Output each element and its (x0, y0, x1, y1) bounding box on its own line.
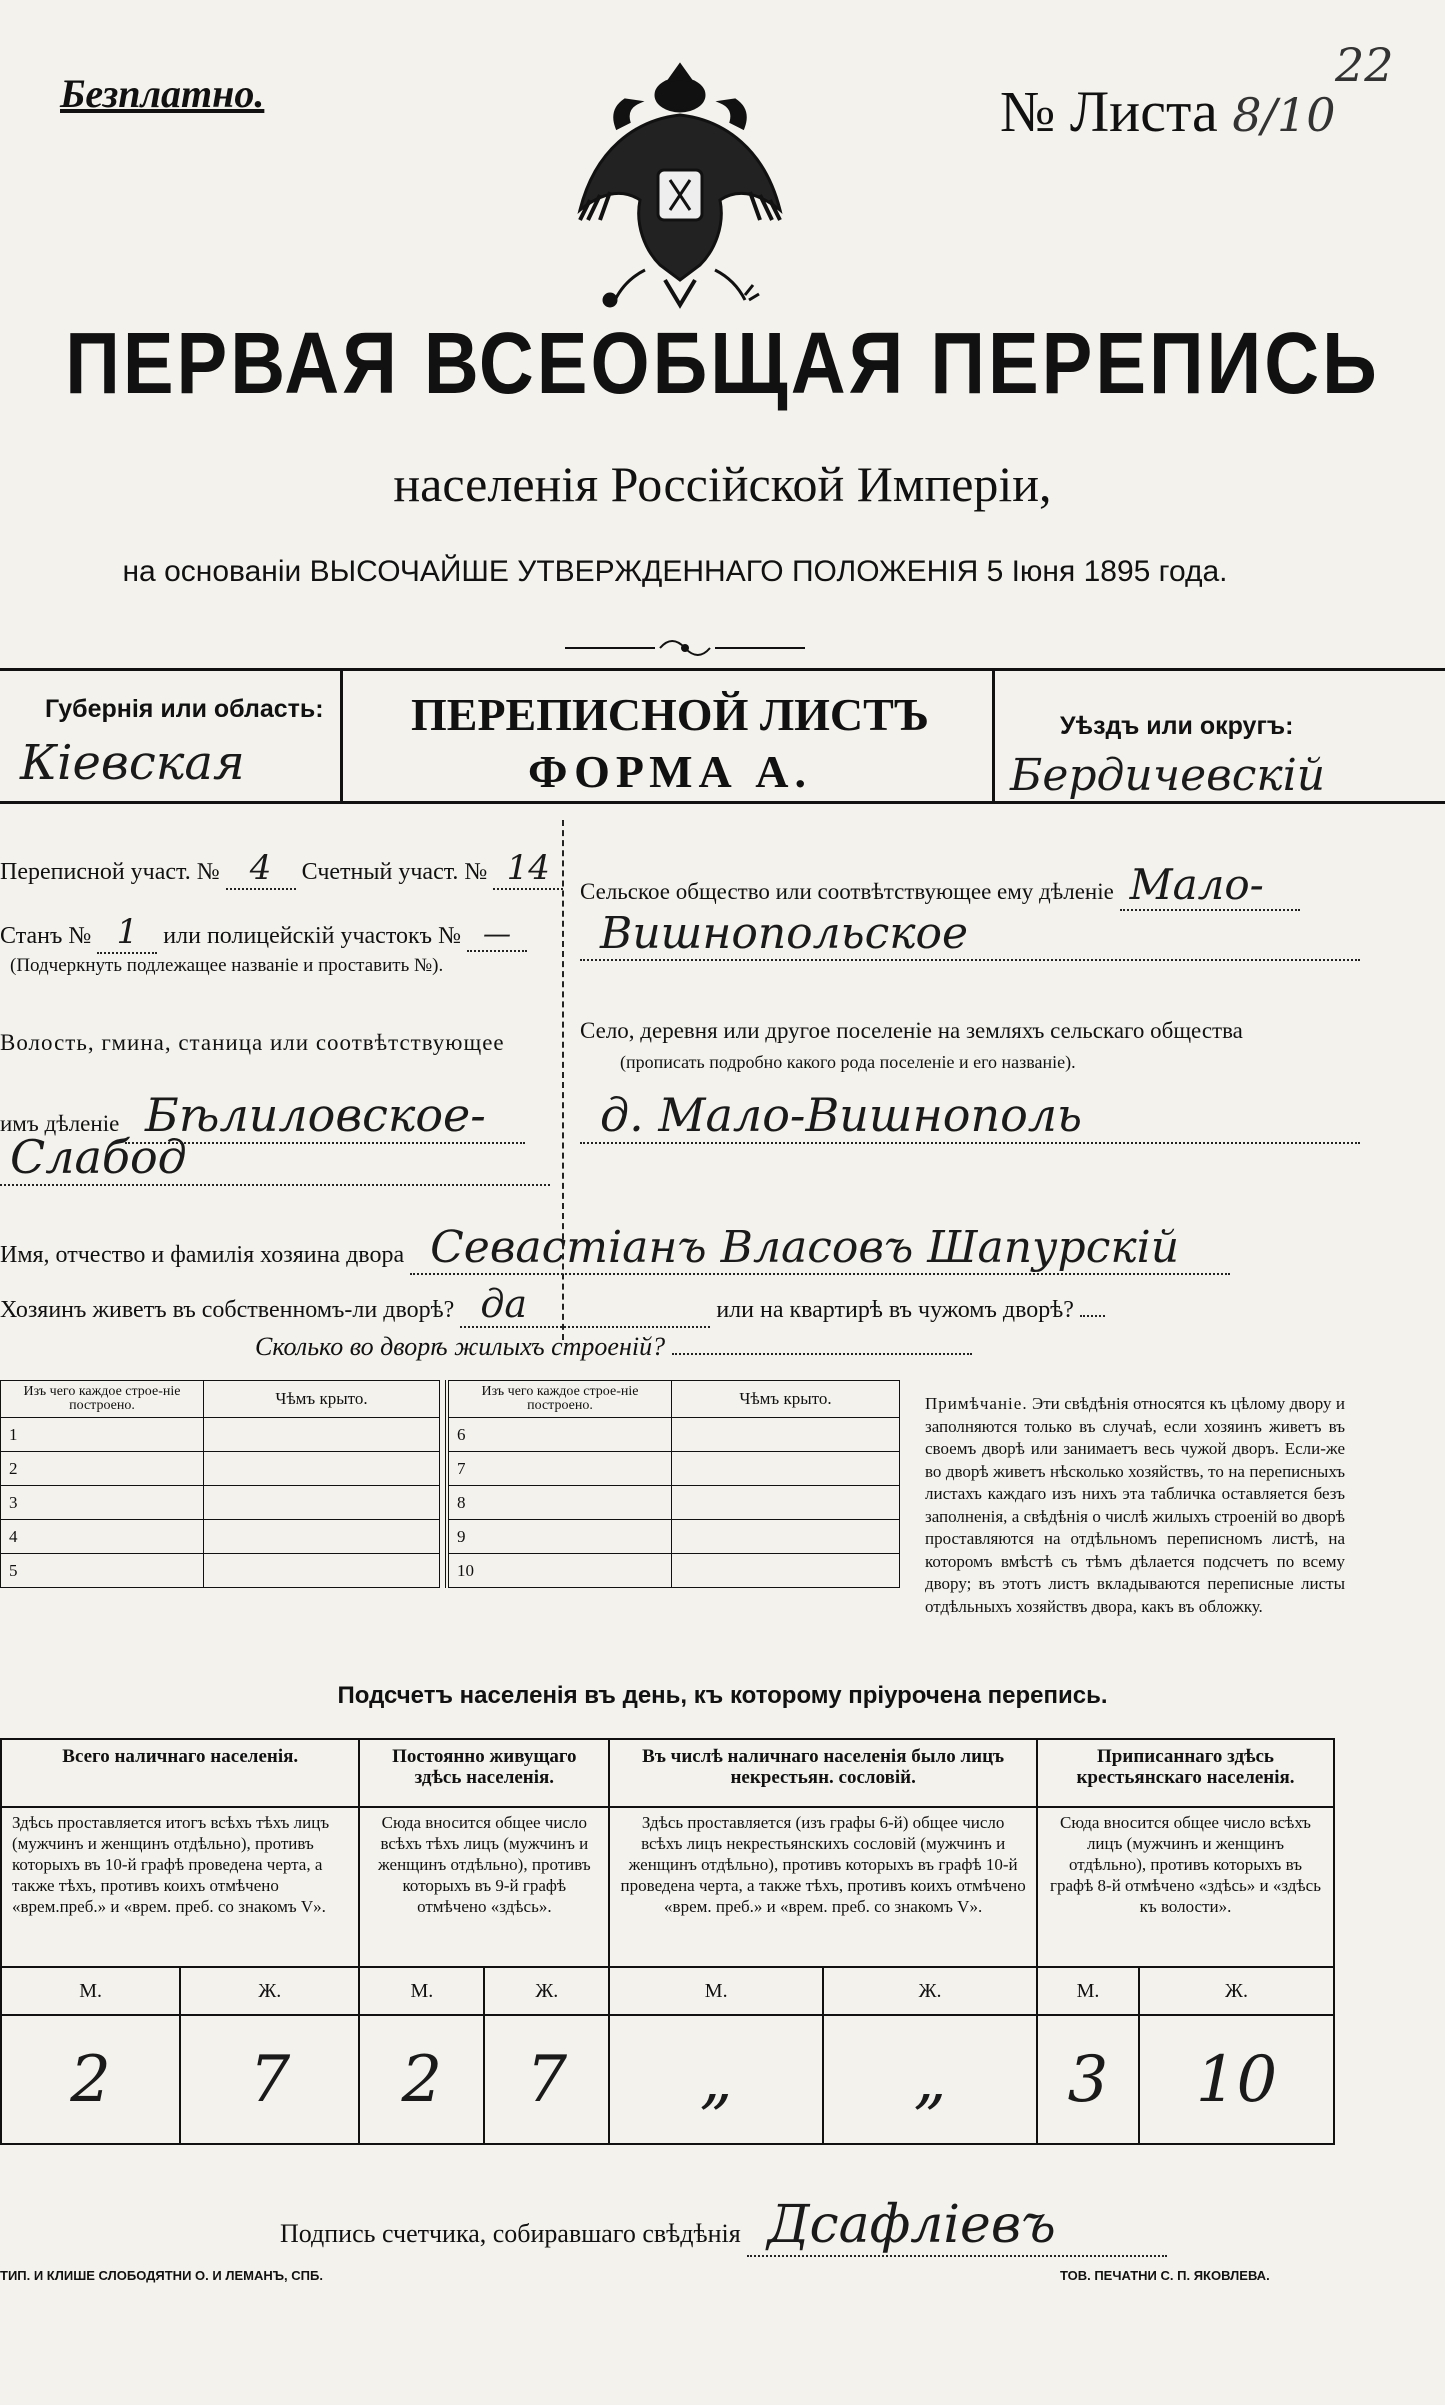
pop-col-total-desc: Здѣсь проставляется итогъ всѣхъ тѣхъ лицъ (мужчинъ и женщинъ отдѣльно), противъ которыхъ въ 10-й графѣ проведена черта, а также тѣхъ, противъ коихъ отмѣчено «врем.преб.» и «врем. преб. со знакомъ V». (1, 1807, 359, 1967)
buildings-table-left (0, 1380, 440, 1588)
village-note: (прописать подробно какого рода поселеніе и его названіе). (620, 1052, 1076, 1072)
form-title: ФОРМА А. (528, 746, 812, 797)
stan-label: Станъ № (0, 923, 92, 949)
owner-name-row (0, 1222, 1230, 1275)
own-yard-label: Хозяинъ живетъ въ собственномъ-ли дворѣ? (0, 1297, 455, 1323)
male-header: М. (1, 1967, 180, 2015)
ornament-divider (560, 628, 810, 668)
pop-registered-female: 10 (1139, 2015, 1334, 2144)
male-header: М. (359, 1967, 484, 2015)
pop-col-permanent-header: Постоянно живущаго здѣсь населенія. (359, 1739, 609, 1807)
male-header: М. (609, 1967, 823, 2015)
table-row: 8 (447, 1486, 900, 1520)
buildings-value (672, 1353, 972, 1355)
district-value: Бердичевскій (1010, 750, 1326, 801)
female-header: Ж. (1139, 1967, 1334, 2015)
col-roof-right: Чѣмъ крыто. (672, 1381, 900, 1418)
buildings-label: Сколько во дворѣ жилыхъ строеній? (255, 1332, 666, 1361)
census-area-label: Переписной участ. № (0, 859, 220, 885)
police-label: или полицейскій участокъ № (163, 923, 461, 949)
police-value: — (467, 917, 527, 952)
footer-right-imprint: ТОВ. ПЕЧАТНИ С. П. ЯКОВЛЕВА. (1060, 2268, 1270, 2283)
female-header: Ж. (180, 1967, 359, 2015)
pop-permanent-male: 2 (359, 2015, 484, 2144)
pop-col-registered-header: Приписаннаго здѣсь крестьянскаго населенія. (1037, 1739, 1334, 1807)
count-area-label: Счетный участ. № (301, 859, 488, 885)
census-area-value: 4 (226, 848, 296, 890)
male-header: М. (1037, 1967, 1139, 2015)
village-label: Село, деревня или другое поселеніе на земляхъ сельскаго общества (580, 1018, 1243, 1043)
census-basis: на основаніи ВЫСОЧАЙШЕ УТВЕРЖДЕННАГО ПОЛОЖЕНІЯ 5 Іюня 1895 года. (122, 555, 1228, 588)
free-label: Безплатно. (60, 71, 265, 116)
pop-col-total-header: Всего наличнаго населенія. (1, 1739, 359, 1807)
table-row: 7 (447, 1452, 900, 1486)
volost-value-1: Бѣлиловское- (125, 1088, 525, 1144)
signature-label: Подпись счетчика, собиравшаго свѣдѣнія (280, 2219, 741, 2248)
own-yard-row (0, 1282, 1105, 1328)
population-section-title: Подсчетъ населенія въ день, къ которому пріурочена перепись. (337, 1682, 1108, 1709)
table-row: 5 (1, 1554, 440, 1588)
note-text: Эти свѣдѣнія относятся къ цѣлому двору и заполняются только въ случаѣ, если хозяинъ живетъ въ своемъ дворѣ или занимаетъ весь чужой дворъ. Если-же во дворѣ живетъ нѣсколько хозяйствъ, то на переписныхъ листахъ каждаго изъ нихъ эта табличка оставляется безъ заполненія, а свѣдѣнія о числѣ жилыхъ строеній во дворѣ проставляются на отдѣльномъ переписномъ листѣ, на которомъ вмѣстѣ съ тѣмъ дѣлается подсчетъ по всему двору; въ этотъ листъ вкладываются переписные листы отдѣльныхъ хозяйствъ двора, какъ въ обложку. (925, 1394, 1345, 1616)
note-title: Примѣчаніе. (925, 1394, 1028, 1413)
pop-total-female: 7 (180, 2015, 359, 2144)
volost-label-1: Волость, гмина, станица или соотвѣтствующее (0, 1030, 505, 1055)
buildings-table-right (445, 1380, 900, 1588)
society-row (580, 860, 1300, 911)
volost-value-2: Слабод (0, 1130, 550, 1186)
table-row: 1 (1, 1418, 440, 1452)
own-yard-value: да (460, 1282, 710, 1328)
census-subtitle: населенія Россійской Имперіи, (393, 456, 1052, 512)
sheet-number-value: 8/10 (1232, 88, 1336, 142)
female-header: Ж. (484, 1967, 609, 2015)
col-roof: Чѣмъ крыто. (204, 1381, 440, 1418)
stan-value: 1 (97, 912, 157, 954)
note-block (925, 1393, 1345, 1618)
buildings-row (255, 1332, 972, 1362)
imperial-eagle-emblem (565, 60, 795, 310)
pop-total-male: 2 (1, 2015, 180, 2144)
pop-nonpeasant-female: „ (823, 2015, 1037, 2144)
signature-row (280, 2195, 1167, 2257)
province-value: Кіевская (20, 735, 245, 791)
female-header: Ж. (823, 1967, 1037, 2015)
owner-name-label: Имя, отчество и фамилія хозяина двора (0, 1242, 405, 1268)
pop-col-permanent-desc: Сюда вносится общее число всѣхъ тѣхъ лицъ (мужчинъ и женщинъ отдѣльно), противъ которыхъ въ 9-й графѣ отмѣчено «здѣсь». (359, 1807, 609, 1967)
district-label: Уѣздъ или округъ: (1060, 712, 1294, 740)
col-built-of-right: Изъ чего каждое строе-ніе построено. (447, 1381, 672, 1418)
pop-col-nonpeasant-header: Въ числѣ наличнаго населенія было лицъ некрестьян. сословій. (609, 1739, 1037, 1807)
footer-left-imprint: ТИП. И КЛИШЕ СЛОБОДЯТНИ О. И ЛЕМАНЪ, СПБ. (0, 2268, 323, 2283)
rent-label: или на квартирѣ въ чужомъ дворѣ? (716, 1297, 1074, 1323)
table-row: 10 (447, 1554, 900, 1588)
sheet-title: ПЕРЕПИСНОЙ ЛИСТЪ (410, 689, 930, 740)
sheet-number (1000, 78, 1336, 145)
pop-col-registered-desc: Сюда вносится общее число всѣхъ лицъ (мужчинъ и женщинъ отдѣльно), противъ которыхъ въ графѣ 8-й отмѣчено «здѣсь» и «здѣсь къ волости». (1037, 1807, 1334, 1967)
society-value-2: Вишнопольское (580, 908, 1360, 961)
pop-nonpeasant-male: „ (609, 2015, 823, 2144)
table-row: 6 (447, 1418, 900, 1452)
top-box-divider-left (340, 668, 343, 801)
rent-value (1080, 1315, 1105, 1317)
count-area-value: 14 (493, 848, 563, 890)
village-value: д. Мало-Вишнополь (580, 1088, 1360, 1144)
census-area-row (0, 848, 563, 890)
col-built-of: Изъ чего каждое строе-ніе построено. (1, 1381, 204, 1418)
sheet-number-extra: 22 (1335, 38, 1394, 92)
owner-name-value: Севастіанъ Власовъ Шапурскій (410, 1222, 1230, 1275)
stan-note: (Подчеркнуть подлежащее названіе и проставить №). (10, 955, 444, 976)
table-row: 9 (447, 1520, 900, 1554)
society-value-1: Мало- (1120, 860, 1300, 911)
census-title: ПЕРВАЯ ВСЕОБЩАЯ ПЕРЕПИСЬ (65, 314, 1380, 413)
sheet-number-label: № Листа (1000, 79, 1218, 144)
table-row: 2 (1, 1452, 440, 1486)
population-table (0, 1738, 1335, 2145)
top-box-divider-right (992, 668, 995, 801)
pop-registered-male: 3 (1037, 2015, 1139, 2144)
pop-permanent-female: 7 (484, 2015, 609, 2144)
pop-col-nonpeasant-desc: Здѣсь проставляется (изъ графы 6-й) общее число всѣхъ лицъ некрестьянскихъ сословій (мужчинъ и женщинъ отдѣльно), противъ которыхъ въ графѣ 10-й проведена черта, а также тѣхъ, противъ коихъ отмѣчено «врем. преб.» и «врем. преб. со знакомъ V». (609, 1807, 1037, 1967)
table-row: 4 (1, 1520, 440, 1554)
volost-label-2: имъ дѣленіе (0, 1111, 120, 1136)
stan-row (0, 912, 527, 954)
signature-value: Дсафліевъ (747, 2195, 1167, 2257)
society-label: Сельское общество или соотвѣтствующее ему дѣленіе (580, 879, 1114, 904)
province-label: Губернія или область: (45, 695, 324, 723)
table-row: 3 (1, 1486, 440, 1520)
